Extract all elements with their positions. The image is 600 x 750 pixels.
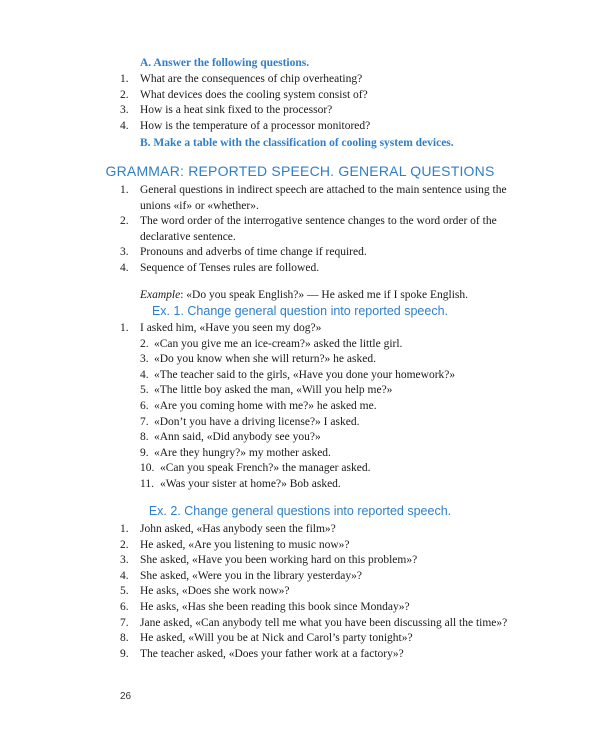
item-number: 3. bbox=[120, 104, 129, 117]
list-item bbox=[120, 461, 520, 477]
item-text: How is a heat sink fixed to the processor? bbox=[140, 104, 333, 117]
item-number: 2. bbox=[120, 538, 129, 551]
list-item bbox=[120, 647, 512, 663]
list-item bbox=[120, 600, 512, 616]
list-item bbox=[120, 631, 512, 647]
item-number: 7. bbox=[120, 616, 129, 629]
item-text: What are the consequences of chip overheating? bbox=[140, 73, 363, 85]
ex2-list bbox=[120, 522, 512, 662]
item-number: 3. bbox=[140, 353, 149, 366]
list-item bbox=[120, 368, 520, 384]
item-number: 2. bbox=[140, 337, 149, 350]
list-item bbox=[120, 214, 512, 245]
list-item bbox=[120, 321, 520, 337]
list-item bbox=[120, 477, 520, 493]
ex1-heading: Ex. 1. Change general question into reported speech. bbox=[151, 304, 449, 318]
item-number: 10. bbox=[140, 462, 155, 475]
page-number: 26 bbox=[120, 691, 132, 702]
list-item bbox=[120, 72, 520, 88]
list-item bbox=[120, 119, 520, 135]
item-text: «Was your sister at home?» Bob asked. bbox=[160, 477, 341, 490]
list-item bbox=[120, 183, 512, 214]
item-number: 2. bbox=[120, 215, 129, 228]
example-text: : «Do you speak English?» — He asked me if I spoke English. bbox=[180, 289, 469, 302]
item-text: I asked him, «Have you seen my dog?» bbox=[140, 322, 322, 334]
item-text: The word order of the interrogative sentence changes to the word order of the declarative sentence. bbox=[140, 215, 497, 243]
list-item bbox=[120, 569, 512, 585]
list-item bbox=[120, 430, 520, 446]
item-number: 7. bbox=[140, 415, 149, 428]
item-text: He asked, «Will you be at Nick and Carol’s party tonight»? bbox=[140, 632, 413, 645]
item-text: She asked, «Have you been working hard on this problem»? bbox=[140, 554, 418, 567]
item-text: John asked, «Has anybody seen the film»? bbox=[140, 523, 336, 535]
item-text: Jane asked, «Can anybody tell me what you have been discussing all the time»? bbox=[140, 616, 508, 629]
item-text: «The teacher said to the girls, «Have you done your homework?» bbox=[154, 368, 456, 381]
item-number: 3. bbox=[120, 246, 129, 259]
item-text: «Are they hungry?» my mother asked. bbox=[154, 446, 331, 459]
item-text: «Are you coming home with me?» he asked me. bbox=[154, 399, 377, 412]
item-number: 9. bbox=[120, 647, 129, 660]
item-number: 8. bbox=[120, 632, 129, 645]
list-item bbox=[120, 538, 512, 554]
item-number: 9. bbox=[140, 446, 149, 459]
item-text: «Ann said, «Did anybody see you?» bbox=[154, 431, 321, 444]
item-text: «The little boy asked the man, «Will you help me?» bbox=[154, 384, 393, 397]
item-text: What devices does the cooling system consist of? bbox=[140, 88, 368, 101]
item-number: 8. bbox=[140, 431, 149, 444]
ex2-heading: Ex. 2. Change general questions into reported speech. bbox=[148, 504, 452, 518]
item-text: The teacher asked, «Does your father work at a factory»? bbox=[140, 647, 404, 660]
example-line bbox=[120, 288, 512, 304]
list-item bbox=[120, 584, 512, 600]
section-a-questions bbox=[120, 72, 520, 134]
item-number: 1. bbox=[120, 523, 129, 535]
item-number: 3. bbox=[120, 554, 129, 567]
list-item bbox=[120, 415, 520, 431]
item-text: How is the temperature of a processor monitored? bbox=[140, 119, 371, 132]
item-text: General questions in indirect speech are attached to the main sentence using the unions «if» or «whether». bbox=[140, 184, 507, 212]
grammar-rules bbox=[120, 183, 512, 315]
list-item bbox=[120, 245, 512, 261]
item-number: 1. bbox=[120, 73, 129, 85]
item-number: 2. bbox=[120, 88, 129, 101]
list-item bbox=[120, 553, 512, 569]
list-item bbox=[120, 261, 512, 277]
item-number: 4. bbox=[120, 569, 129, 582]
list-item bbox=[120, 616, 512, 632]
section-b-heading: B. Make a table with the classification of cooling system devices. bbox=[140, 137, 454, 149]
grammar-title: GRAMMAR: REPORTED SPEECH. GENERAL QUESTIONS bbox=[105, 163, 495, 179]
ex1-list bbox=[120, 321, 520, 493]
item-text: «Do you know when she will return?» he asked. bbox=[154, 353, 376, 366]
item-text: «Can you give me an ice-cream?» asked the little girl. bbox=[154, 337, 403, 350]
item-number: 1. bbox=[120, 322, 129, 334]
item-number: 6. bbox=[140, 399, 149, 412]
item-text: «Don’t you have a driving license?» I asked. bbox=[154, 415, 360, 428]
list-item bbox=[120, 352, 520, 368]
item-number: 5. bbox=[120, 585, 129, 598]
list-item bbox=[120, 383, 520, 399]
item-number: 4. bbox=[120, 261, 129, 274]
list-item bbox=[120, 103, 520, 119]
item-number: 4. bbox=[140, 368, 149, 381]
section-a-heading: A. Answer the following questions. bbox=[140, 57, 310, 69]
item-text: He asks, «Does she work now»? bbox=[140, 585, 290, 598]
list-item bbox=[120, 522, 512, 538]
item-number: 4. bbox=[120, 119, 129, 132]
item-number: 6. bbox=[120, 600, 129, 613]
item-number: 5. bbox=[140, 384, 149, 397]
list-item bbox=[120, 446, 520, 462]
item-text: He asked, «Are you listening to music now»? bbox=[140, 538, 350, 551]
list-item bbox=[120, 88, 520, 104]
list-item bbox=[120, 337, 520, 353]
list-item bbox=[120, 399, 520, 415]
item-number: 1. bbox=[120, 184, 129, 196]
item-text: «Can you speak French?» the manager asked. bbox=[160, 462, 371, 475]
example-label: Example bbox=[140, 289, 181, 302]
item-text: Sequence of Tenses rules are followed. bbox=[140, 261, 320, 274]
item-text: Pronouns and adverbs of time change if required. bbox=[140, 246, 367, 259]
item-text: She asked, «Were you in the library yesterday»? bbox=[140, 569, 362, 582]
item-number: 11. bbox=[140, 477, 154, 490]
item-text: He asks, «Has she been reading this book since Monday»? bbox=[140, 600, 410, 613]
